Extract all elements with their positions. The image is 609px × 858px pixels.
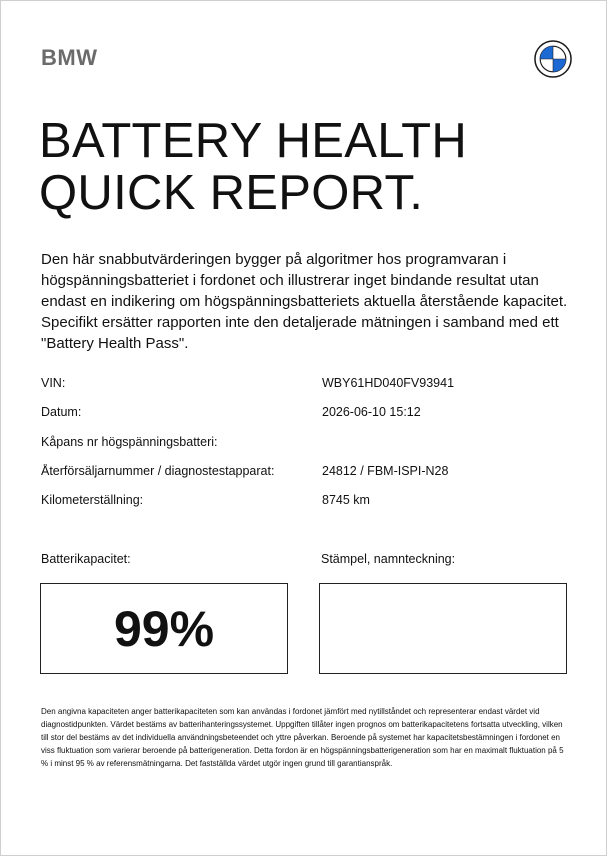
field-row-dealer (41, 464, 581, 493)
capacity-box (40, 583, 288, 674)
field-label: VIN: (41, 376, 66, 390)
field-label: Kåpans nr högspänningsbatteri: (41, 434, 218, 449)
field-value: 8745 km (322, 493, 370, 508)
title-line-2: QUICK REPORT. (39, 166, 424, 220)
field-label: Återförsäljarnummer / diagnostestapparat: (41, 463, 275, 478)
field-row-vin (41, 376, 581, 405)
stamp-signature-box (319, 583, 567, 674)
title-line-1: BATTERY HEALTH (39, 114, 468, 168)
brand-name: BMW (41, 45, 98, 70)
field-row-battery-cover (41, 435, 581, 464)
field-row-date (41, 405, 581, 434)
bmw-roundel-icon (534, 40, 572, 78)
page-title (39, 115, 579, 219)
field-label: Datum: (41, 405, 82, 420)
stamp-label: Stämpel, namnteckning: (321, 552, 456, 566)
capacity-value: 99% (113, 600, 215, 657)
field-row-mileage (41, 493, 581, 522)
disclaimer-text: Den angivna kapaciteten anger batterikapaciteten som kan användas i fordonet jämfört med nytillståndet och representerar endast värdet vid diagnostidpunkten. Värdet bestäms av batterihanteringssystemet. Uppgiften tillåter ingen prognos om batterikapacitetens fortsatta utveckling, vilken till stor del bestäms av det individuella användningsbeteendet och yttre påverkan. Beroende på systemet har kapacitetsbestämningen i fordonet en viss fluktuation som varierar beroende på batterigeneration. Detta fordon är en högspänningsbatterigeneration som har en maximalt fluktuation på 5 % i minst 95 % av referensmätningarna. Det fastställda värdet utgör ingen grund till garantianspråk. (41, 707, 564, 768)
report-fields (41, 376, 581, 522)
capacity-label: Batterikapacitet: (41, 552, 131, 566)
field-label: Kilometerställning: (41, 493, 144, 508)
field-value: WBY61HD040FV93941 (322, 376, 455, 390)
intro-paragraph: Den här snabbutvärderingen bygger på algoritmer hos programvaran i högspänningsbatteriet i fordonet och illustrerar inget bindande resultat utan endast en indikering om högspänningsbatteriets aktuella återstående kapacitet. Specifikt ersätter rapporten inte den detaljerade mätningen i samband med ett "Battery Health Pass". (41, 251, 568, 352)
field-value: 2026-06-10 15:12 (322, 405, 421, 420)
field-value: 24812 / FBM-ISPI-N28 (322, 463, 449, 478)
